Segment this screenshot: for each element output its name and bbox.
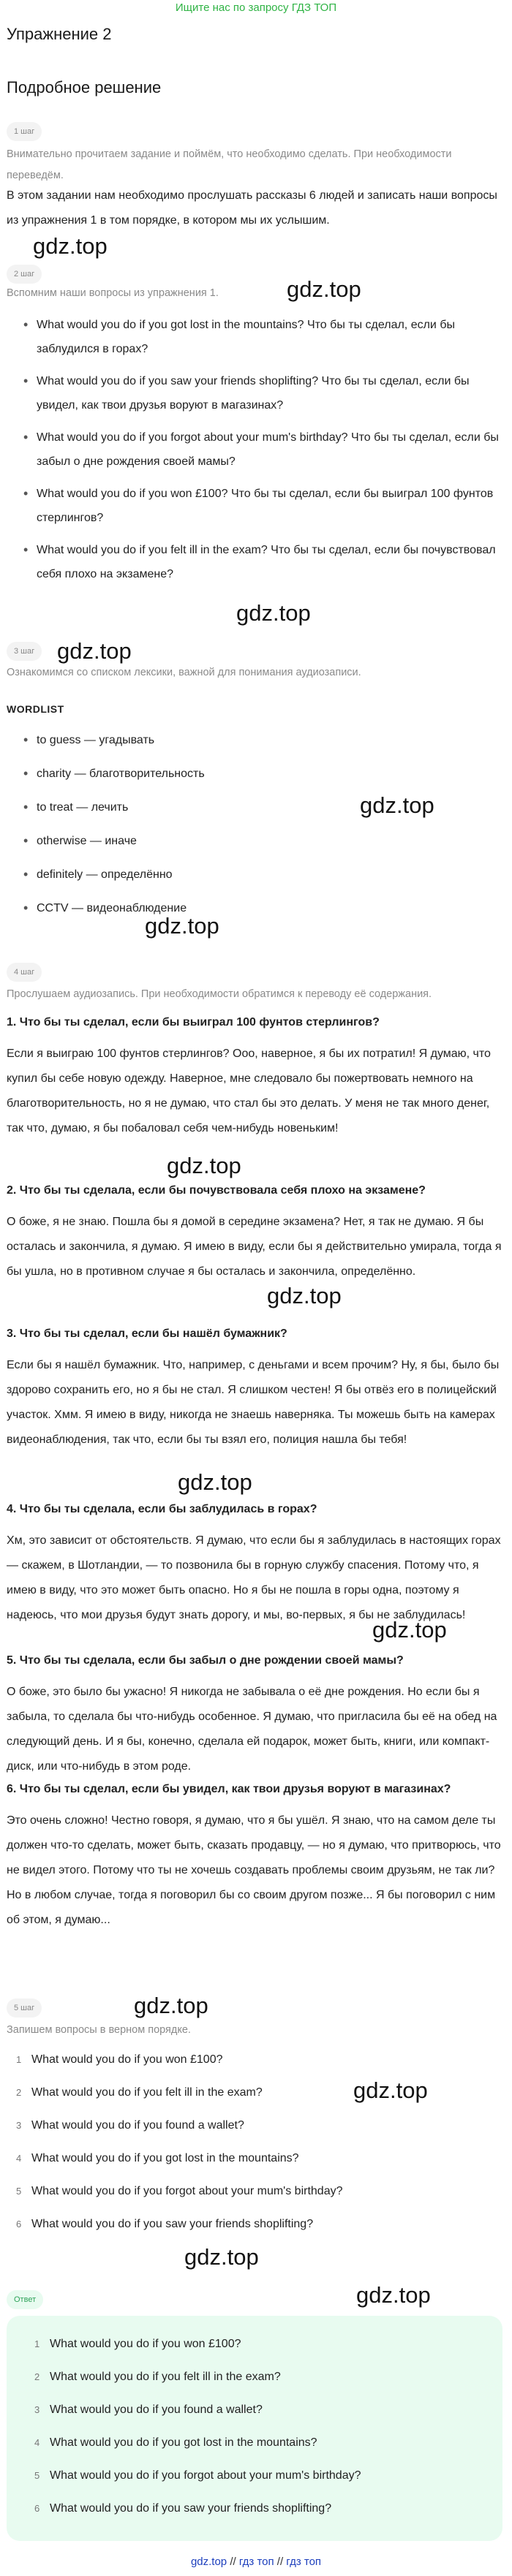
- item-text: What would you do if you won £100?: [31, 2053, 223, 2066]
- list-item: • What would you do if you saw your friends shoplifting? Что бы ты сделал, если бы увидел, как твои друзья воруют в магазинах?: [0, 369, 505, 417]
- list-item: [7, 2360, 502, 2393]
- list-item: • What would you do if you won £100? Что бы ты сделал, если бы выиграл 100 фунтов стерлингов?: [0, 482, 505, 530]
- watermark: gdz.top: [145, 913, 219, 939]
- item-text: What would you do if you felt ill in the exam?: [31, 2086, 263, 2099]
- watermark: gdz.top: [134, 1993, 208, 2018]
- list-item: • What would you do if you felt ill in the exam? Что бы ты сделал, если бы почувствовал себя плохо на экзамене?: [0, 538, 505, 586]
- watermark: gdz.top: [178, 1469, 252, 1495]
- answer-heading-2: 2. Что бы ты сделала, если бы почувствовала себя плохо на экзамене?: [7, 1184, 426, 1197]
- item-text: What would you do if you forgot about your mum's birthday?: [31, 2185, 343, 2197]
- answer-text-4: Хм, это зависит от обстоятельств. Я думаю, что если бы я заблудилась в настоящих горах — скажем, в Шотландии, — то позвонила бы в горную службу спасения. Потому что, я имею в виду, что это может быть опасно. Но я бы не пошла в горы одна, поэтому я надеюсь, что мои друзья будут знать дорогу, и мы, во-первых, я бы не заблудилась!: [7, 1534, 501, 1621]
- list-item: [0, 2076, 505, 2109]
- answer-heading-1: 1. Что бы ты сделал, если бы выиграл 100 фунтов стерлингов?: [7, 1016, 380, 1028]
- step-badge-2: 2 шаг: [7, 265, 42, 284]
- item-text: What would you do if you saw your friends shoplifting?: [50, 2502, 332, 2515]
- list-item: • definitely — определённо: [0, 863, 505, 887]
- list-item: [0, 2142, 505, 2175]
- top-search-link[interactable]: Ищите нас по запросу ГДЗ ТОП: [175, 1, 337, 14]
- wordlist-title: WORDLIST: [7, 703, 64, 715]
- answer-text-3: Если бы я нашёл бумажник. Что, например, с деньгами и всем прочим? Ну, я бы, было бы здорово сохранить его, но я бы не стал. Я слишком честен! Я бы отвёз его в полицейский участок. Хмм. Я имею в виду, никогда не знаешь наверняка. Ты можешь быть на камерах видеонаблюдения, так что, если бы ты взял его, полиция нашла бы тебя!: [7, 1359, 500, 1446]
- watermark: gdz.top: [287, 276, 361, 302]
- item-text: What would you do if you felt ill in the exam?: [50, 2371, 281, 2383]
- item-number: 2: [16, 2087, 22, 2098]
- list-item: • What would you do if you forgot about your mum's birthday? Что бы ты сделал, если бы забыл о дне рождения своей мамы?: [0, 425, 505, 474]
- step1-text: В этом задании нам необходимо прослушать рассказы 6 людей и записать наши вопросы из упражнения 1 в том порядке, в котором мы их услышим.: [7, 189, 497, 227]
- item-text: What would you do if you saw your friends shoplifting?: [31, 2218, 314, 2230]
- list-item: • charity — благотворительность: [0, 762, 505, 786]
- watermark: gdz.top: [356, 2282, 431, 2308]
- answer-heading-4: 4. Что бы ты сделала, если бы заблудилась в горах?: [7, 1503, 317, 1515]
- item-number: 6: [16, 2219, 22, 2230]
- section-title: Подробное решение: [7, 78, 162, 96]
- list-item: [7, 2393, 502, 2426]
- questions-list: [0, 313, 505, 586]
- step3-hint: Ознакомимся со списком лексики, важной для понимания аудиозаписи.: [7, 667, 361, 678]
- list-item: • to treat — лечить: [0, 795, 505, 819]
- answer-badge: Ответ: [7, 2290, 43, 2309]
- item-number: 5: [16, 2186, 22, 2197]
- step4-hint: Прослушаем аудиозапись. При необходимости обратимся к переводу её содержания.: [7, 988, 432, 1000]
- list-item: • to guess — угадывать: [0, 728, 505, 752]
- answer-list: [7, 2327, 502, 2525]
- answer-text-1: Если я выиграю 100 фунтов стерлингов? Ооо, наверное, я бы их потратил! Я думаю, что купил бы себе новую одежду. Наверное, мне следовало бы пожертвовать немного на благотворительность, но я не думаю, что стал бы это делать. У меня не так много денег, так что, думаю, я бы побаловал себя чем-нибудь новеньким!: [7, 1048, 491, 1134]
- item-number: 4: [16, 2153, 22, 2164]
- ordered-questions-list: [0, 2043, 505, 2240]
- footer-links: [0, 2556, 512, 2568]
- watermark: gdz.top: [360, 792, 434, 818]
- answer-text-6: Это очень сложно! Честно говоря, я думаю, что я бы ушёл. Я знаю, что на самом деле ты должен что-то сделать, может быть, сказать продавцу, — но я думаю, что притворюсь, что не видел этого. Потому что ты не хочешь создавать проблемы своим друзьям, не так ли? Но в любом случае, тогда я поговорил бы со своим другом позже... Я бы поговорил с ним об этом, я думаю...: [7, 1814, 501, 1926]
- item-number: 1: [16, 2054, 22, 2065]
- list-item: [7, 2426, 502, 2459]
- list-item: [0, 2043, 505, 2076]
- item-number: 3: [16, 2120, 22, 2131]
- step2-hint: Вспомним наши вопросы из упражнения 1.: [7, 287, 219, 299]
- item-number: 5: [34, 2470, 40, 2481]
- item-text: What would you do if you won £100?: [50, 2338, 241, 2350]
- watermark: gdz.top: [57, 638, 132, 664]
- item-number: 6: [34, 2503, 40, 2514]
- watermark: gdz.top: [236, 600, 311, 626]
- list-item: [7, 2327, 502, 2360]
- footer-separator: //: [230, 2556, 236, 2568]
- watermark: gdz.top: [184, 2244, 259, 2270]
- page-title: Упражнение 2: [7, 25, 112, 43]
- answer-heading-5: 5. Что бы ты сделала, если бы забыл о дне рождении своей мамы?: [7, 1654, 404, 1667]
- footer-link[interactable]: гдз топ: [286, 2556, 322, 2568]
- item-number: 1: [34, 2338, 40, 2349]
- answer-heading-3: 3. Что бы ты сделал, если бы нашёл бумажник?: [7, 1327, 287, 1340]
- footer-separator: //: [276, 2556, 284, 2568]
- watermark: gdz.top: [33, 233, 108, 259]
- footer-link[interactable]: гдз топ: [238, 2556, 274, 2568]
- item-text: What would you do if you found a wallet?: [31, 2119, 244, 2132]
- item-number: 2: [34, 2371, 40, 2382]
- item-number: 3: [34, 2404, 40, 2415]
- item-number: 4: [34, 2437, 40, 2448]
- list-item: • otherwise — иначе: [0, 829, 505, 853]
- item-text: What would you do if you got lost in the mountains?: [50, 2436, 317, 2449]
- step-badge-3: 3 шаг: [7, 642, 42, 661]
- step-badge-4: 4 шаг: [7, 963, 42, 982]
- watermark: gdz.top: [167, 1153, 241, 1178]
- list-item: [7, 2459, 502, 2492]
- item-text: What would you do if you got lost in the mountains?: [31, 2152, 299, 2164]
- watermark: gdz.top: [372, 1617, 447, 1643]
- list-item: • What would you do if you got lost in the mountains? Что бы ты сделал, если бы заблудился в горах?: [0, 313, 505, 361]
- list-item: [0, 2175, 505, 2208]
- watermark: gdz.top: [353, 2077, 428, 2103]
- wordlist: [0, 728, 505, 920]
- answer-text-2: О боже, я не знаю. Пошла бы я домой в середине экзамена? Нет, я так не думаю. Я бы осталась и закончила, я думаю. Я имею в виду, если бы я действительно умирала, тогда я бы ушла, но в противном случае я бы осталась и закончила, определённо.: [7, 1216, 502, 1278]
- step-badge-5: 5 шаг: [7, 1999, 42, 2018]
- answer-heading-6: 6. Что бы ты сделал, если бы увидел, как твои друзья воруют в магазинах?: [7, 1783, 451, 1795]
- list-item: [0, 2109, 505, 2142]
- item-text: What would you do if you found a wallet?: [50, 2403, 263, 2416]
- footer-link[interactable]: gdz.top: [190, 2556, 227, 2568]
- step5-hint: Запишем вопросы в верном порядке.: [7, 2024, 191, 2036]
- step1-hint: Внимательно прочитаем задание и поймём, что необходимо сделать. При необходимости переведём.: [7, 148, 452, 181]
- list-item: [0, 2208, 505, 2240]
- step-badge-1: 1 шаг: [7, 122, 42, 141]
- list-item: • CCTV — видеонаблюдение: [0, 896, 505, 920]
- list-item: [7, 2492, 502, 2525]
- answer-text-5: О боже, это было бы ужасно! Я никогда не забывала о её дне рождения. Но если бы я забыла, то сделала бы что-нибудь особенное. Я думаю, что пригласила бы её на обед на следующий день. И я бы, конечно, сделала ей подарок, может быть, книги, или компакт-диск, или что-нибудь в этом роде.: [7, 1686, 497, 1773]
- item-text: What would you do if you forgot about your mum's birthday?: [50, 2469, 361, 2482]
- watermark: gdz.top: [267, 1283, 342, 1308]
